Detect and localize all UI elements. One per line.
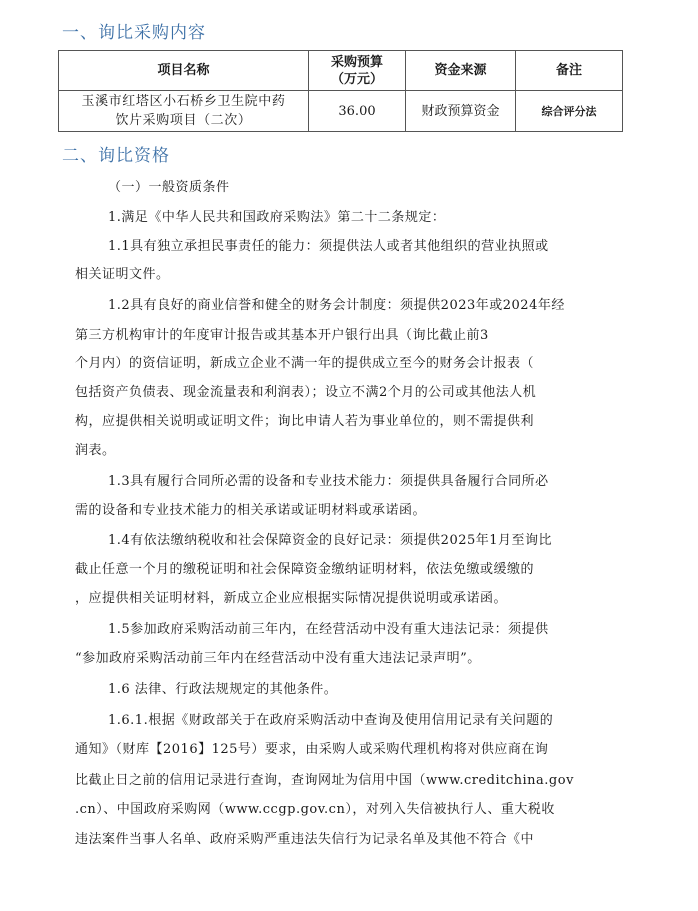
text-line: 润表。 (75, 443, 116, 458)
header-note: 备注 (516, 51, 623, 91)
text-line: 相关证明文件。 (75, 267, 170, 282)
cell-project-name-line1: 玉溪市红塔区小石桥乡卫生院中药 (81, 94, 286, 109)
cell-fund-source: 财政预算资金 (406, 91, 516, 132)
text-line: 1.满足《中华人民共和国政府采购法》第二十二条规定： (108, 210, 446, 225)
text-line: ，应提供相关证明材料，新成立企业应根据实际情况提供说明或承诺函。 (75, 591, 508, 606)
text-line: 比截止日之前的信用记录进行查询，查询网址为信用中国（www.creditchina.gov (75, 773, 574, 788)
text-line: 1.3具有履行合同所必需的设备和专业技术能力：须提供具备履行合同所必 (108, 474, 549, 489)
section-heading-qualification: 二、询比资格 (62, 146, 170, 166)
header-budget-line1: 采购预算 (330, 54, 383, 70)
text-line: 包括资产负债表、现金流量表和利润表）；设立不满2个月的公司或其他法人机 (75, 385, 537, 400)
cell-project-name-line2: 饮片采购项目（二次） (115, 113, 252, 128)
subsection-heading: （一）一般资质条件 (108, 180, 230, 195)
text-line: 通知》（财库【2016】125号）要求，由采购人或采购代理机构将对供应商在询 (75, 742, 549, 757)
text-line: 1.2具有良好的商业信誉和健全的财务会计制度：须提供2023年或2024年经 (108, 298, 565, 313)
text-line: “参加政府采购活动前三年内在经营活动中没有重大违法记录声明”。 (75, 651, 481, 666)
text-line: 1.6 法律、行政法规规定的其他条件。 (108, 682, 338, 697)
text-line: 1.6.1.根据《财政部关于在政府采购活动中查询及使用信用记录有关问题的 (108, 713, 554, 728)
text-line: 违法案件当事人名单、政府采购严重违法失信行为记录名单及其他不符合《中 (75, 832, 535, 847)
text-line: .cn）、中国政府采购网（www.ccgp.gov.cn），对列入失信被执行人、重大税收 (75, 802, 555, 817)
text-line: 构，应提供相关说明或证明文件；询比申请人若为事业单位的，则不需提供利 (75, 414, 535, 429)
text-line: 第三方机构审计的年度审计报告或其基本开户银行出具（询比截止前3 (75, 328, 489, 343)
text-line: 1.1具有独立承担民事责任的能力：须提供法人或者其他组织的营业执照或 (108, 239, 549, 254)
section-heading-content: 一、询比采购内容 (62, 23, 206, 43)
text-line: 截止任意一个月的缴税证明和社会保障资金缴纳证明材料，依法免缴或缓缴的 (75, 562, 535, 577)
header-project-name: 项目名称 (59, 51, 309, 91)
text-line: 1.4有依法缴纳税收和社会保障资金的良好记录：须提供2025年1月至询比 (108, 533, 553, 548)
text-line: 1.5参加政府采购活动前三年内，在经营活动中没有重大违法记录：须提供 (108, 622, 549, 637)
text-line: 需的设备和专业技术能力的相关承诺或证明材料或承诺函。 (75, 503, 427, 518)
cell-note: 综合评分法 (516, 91, 623, 132)
text-line: 个月内）的资信证明，新成立企业不满一年的提供成立至今的财务会计报表（ (75, 356, 535, 371)
header-fund-source: 资金来源 (406, 51, 516, 91)
header-budget-line2: （万元） (330, 71, 383, 87)
cell-budget: 36.00 (309, 91, 406, 132)
